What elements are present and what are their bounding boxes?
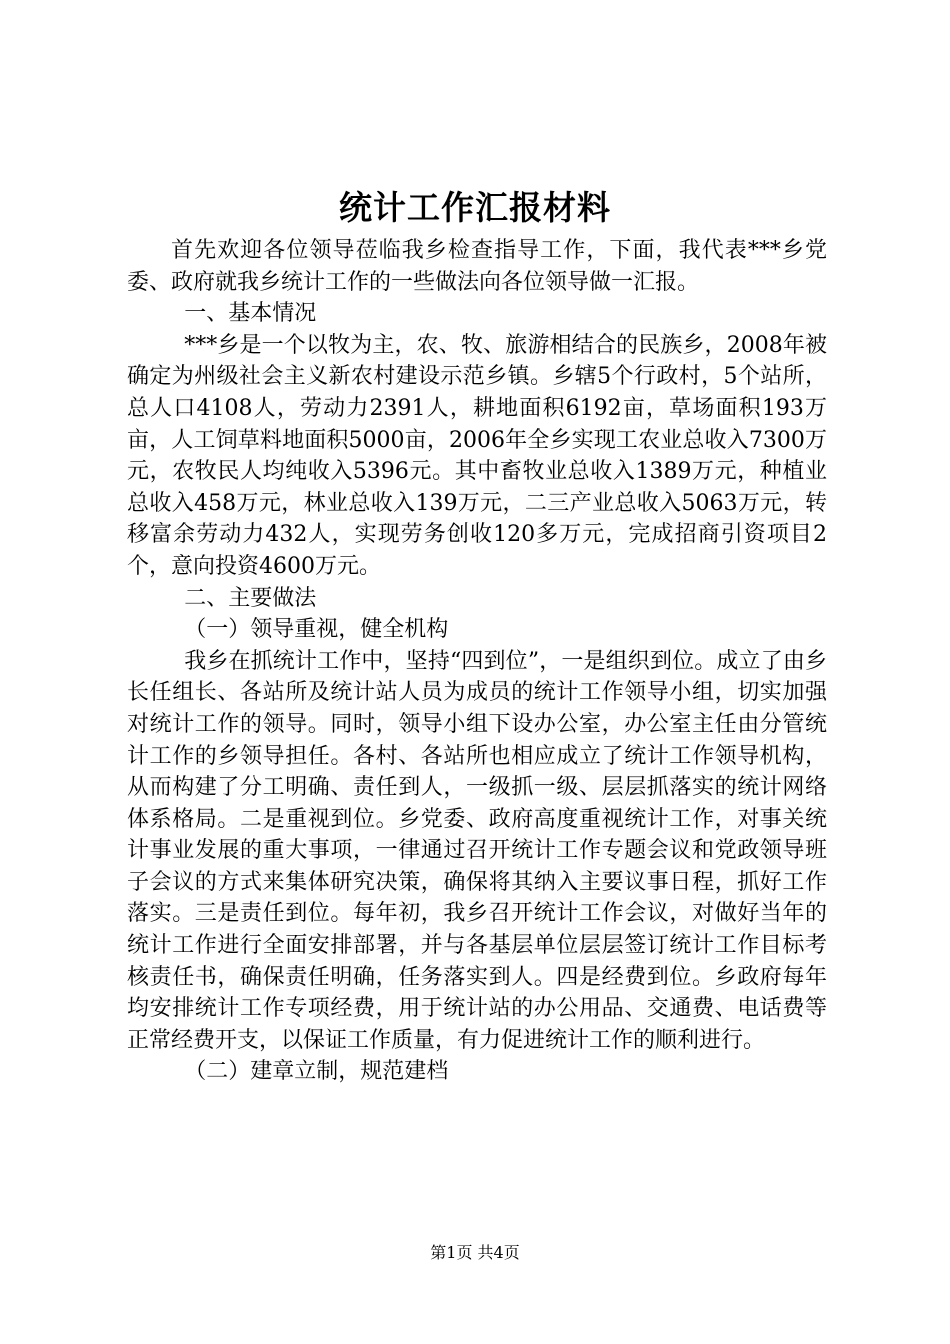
subsection-heading-rules: （二）建章立制，规范建档 [184, 1059, 449, 1085]
section-heading-main-practices: 二、主要做法 [184, 585, 317, 611]
document-title: 统计工作汇报材料 [339, 188, 611, 227]
section-heading-basic-situation: 一、基本情况 [184, 301, 317, 327]
basic-situation-paragraph: ***乡是一个以牧为主，农、牧、旅游相结合的民族乡，2008年被确定为州级社会主义新农村建设示范乡镇。乡辖5个行政村，5个站所，总人口4108人，劳动力2391人，耕地面积6192亩，草场面积193万亩，人工饲草料地面积5000亩，2006年全乡实现工农业总收入7300万元，农牧民人均纯收入5396元。其中畜牧业总收入1389万元，种植业总收入458万元，林业总收入139万元，二三产业总收入5063万元，转移富余劳动力432人，实现劳务创收120多万元，完成招商引资项目2个，意向投资4600万元。 [127, 332, 827, 579]
leadership-paragraph: 我乡在抓统计工作中，坚持“四到位”，一是组织到位。成立了由乡长任组长、各站所及统计站人员为成员的统计工作领导小组，切实加强对统计工作的领导。同时，领导小组下设办公室，办公室主任由分管统计工作的乡领导担任。各村、各站所也相应成立了统计工作领导机构，从而构建了分工明确、责任到人，一级抓一级、层层抓落实的统计网络体系格局。二是重视到位。乡党委、政府高度重视统计工作，对事关统计事业发展的重大事项，一律通过召开统计工作专题会议和党政领导班子会议的方式来集体研究决策，确保将其纳入主要议事日程，抓好工作落实。三是责任到位。每年初，我乡召开统计工作会议，对做好当年的统计工作进行全面安排部署，并与各基层单位层层签订统计工作目标考核责任书，确保责任明确，任务落实到人。四是经费到位。乡政府每年均安排统计工作专项经费，用于统计站的办公用品、交通费、电话费等正常经费开支，以保证工作质量，有力促进统计工作的顺利进行。 [127, 648, 827, 1053]
intro-paragraph: 首先欢迎各位领导莅临我乡检查指导工作，下面，我代表***乡党委、政府就我乡统计工作的一些做法向各位领导做一汇报。 [127, 238, 827, 295]
document-body [127, 235, 827, 1088]
subsection-heading-leadership: （一）领导重视，健全机构 [184, 617, 449, 643]
page-number-footer: 第1页 共4页 [430, 1243, 520, 1262]
